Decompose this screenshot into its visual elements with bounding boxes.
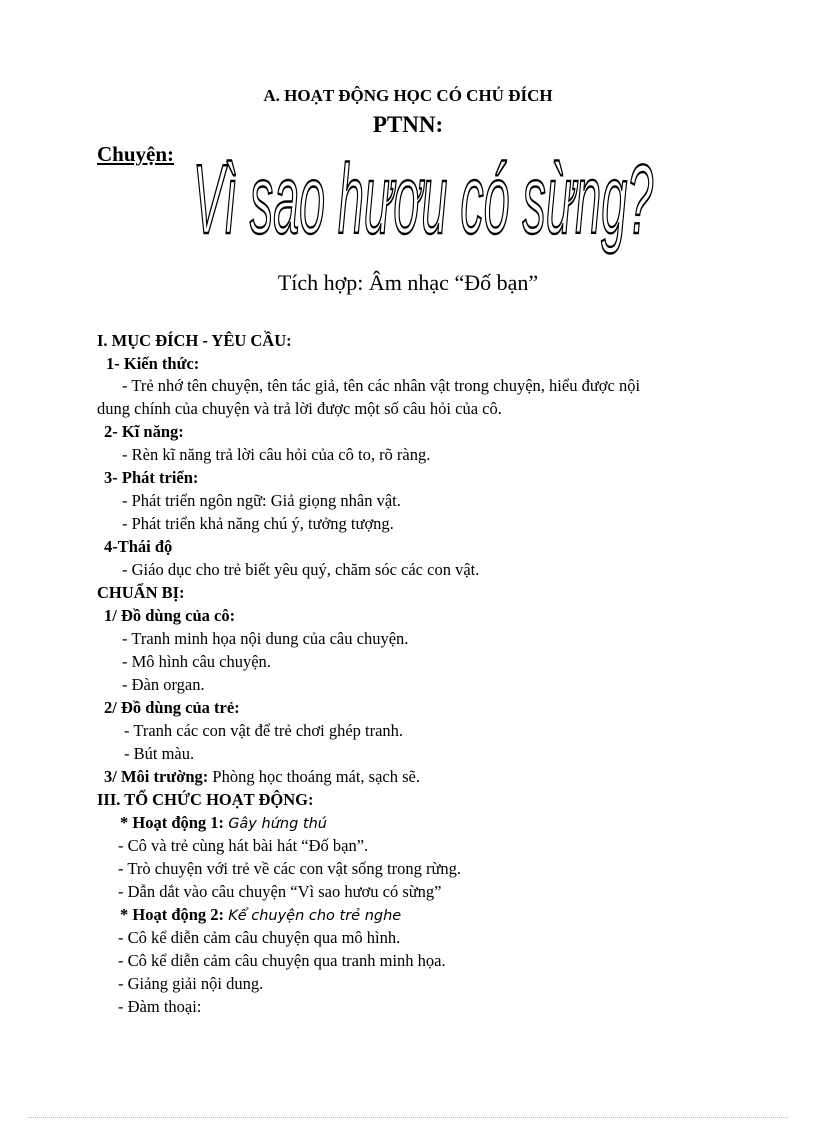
heading-attitude: 4-Thái độ (104, 537, 173, 556)
teacher-material-2: - Mô hình câu chuyện. (122, 652, 271, 671)
activity-2-step-3: - Giảng giải nội dung. (118, 974, 264, 993)
environment-line (104, 766, 420, 788)
heading-teacher-materials: 1/ Đồ dùng của cô: (104, 606, 236, 625)
heading-environment: 3/ Môi trường: (104, 767, 209, 786)
teacher-material-3: - Đàn organ. (122, 675, 205, 694)
heading-skills: 2- Kĩ năng: (104, 422, 184, 441)
activity-2-label: * Hoạt động 2: (120, 905, 229, 924)
heading-child-materials: 2/ Đồ dùng của trẻ: (104, 698, 240, 717)
activity-1-heading (120, 812, 327, 835)
activity-1-title: Gây hứng thú (228, 816, 327, 832)
knowledge-line-1: - Trẻ nhớ tên chuyện, tên tác giả, tên các nhân vật trong chuyện, hiểu được nội (122, 376, 641, 395)
activity-1-step-2: - Trò chuyện với trẻ về các con vật sống trong rừng. (118, 859, 462, 878)
activity-2-step-1: - Cô kể diễn cảm câu chuyện qua mô hình. (118, 928, 401, 947)
development-line-2: - Phát triển khả năng chú ý, tưởng tượng. (122, 514, 394, 533)
development-line-1: - Phát triển ngôn ngữ: Giả giọng nhân vật. (122, 491, 401, 510)
child-material-2: - Bút màu. (124, 744, 195, 763)
heading-knowledge: 1- Kiến thức: (106, 354, 200, 373)
integration-line: Tích hợp: Âm nhạc “Đố bạn” (277, 270, 539, 295)
skills-line-1: - Rèn kĩ năng trả lời câu hỏi của cô to, rõ ràng. (122, 445, 431, 464)
story-title-text: Vì sao hươu có sừng? (193, 148, 654, 255)
heading-objectives: I. MỤC ĐÍCH - YÊU CẦU: (97, 331, 292, 350)
subject-heading: PTNN: (372, 112, 444, 137)
heading-preparation: CHUẨN BỊ: (97, 583, 185, 602)
story-label: Chuyện: (97, 142, 175, 166)
activity-2-step-2: - Cô kể diễn cảm câu chuyện qua tranh minh họa. (118, 951, 446, 970)
activity-2-step-4: - Đàm thoại: (118, 997, 202, 1016)
activity-1-label: * Hoạt động 1: (120, 813, 229, 832)
attitude-line-1: - Giáo dục cho trẻ biết yêu quý, chăm sóc các con vật. (122, 560, 480, 579)
heading-development: 3- Phát triển: (104, 468, 199, 487)
story-title-wordart (183, 148, 663, 258)
knowledge-line-2: dung chính của chuyện và trả lời được một số câu hỏi của cô. (97, 399, 502, 418)
section-title: A. HOẠT ĐỘNG HỌC CÓ CHỦ ĐÍCH (263, 86, 553, 105)
child-material-1: - Tranh các con vật để trẻ chơi ghép tranh. (124, 721, 404, 740)
heading-activities: III. TỔ CHỨC HOẠT ĐỘNG: (97, 790, 314, 809)
activity-2-title: Kể chuyện cho trẻ nghe (228, 908, 402, 924)
activity-1-step-1: - Cô và trẻ cùng hát bài hát “Đố bạn”. (118, 836, 369, 855)
activity-2-heading (120, 904, 401, 927)
page-bottom-divider (28, 1117, 788, 1118)
environment-text: Phòng học thoáng mát, sạch sẽ. (208, 767, 420, 786)
teacher-material-1: - Tranh minh họa nội dung của câu chuyện. (122, 629, 409, 648)
activity-1-step-3: - Dẫn dắt vào câu chuyện “Vì sao hươu có sừng” (118, 882, 442, 901)
